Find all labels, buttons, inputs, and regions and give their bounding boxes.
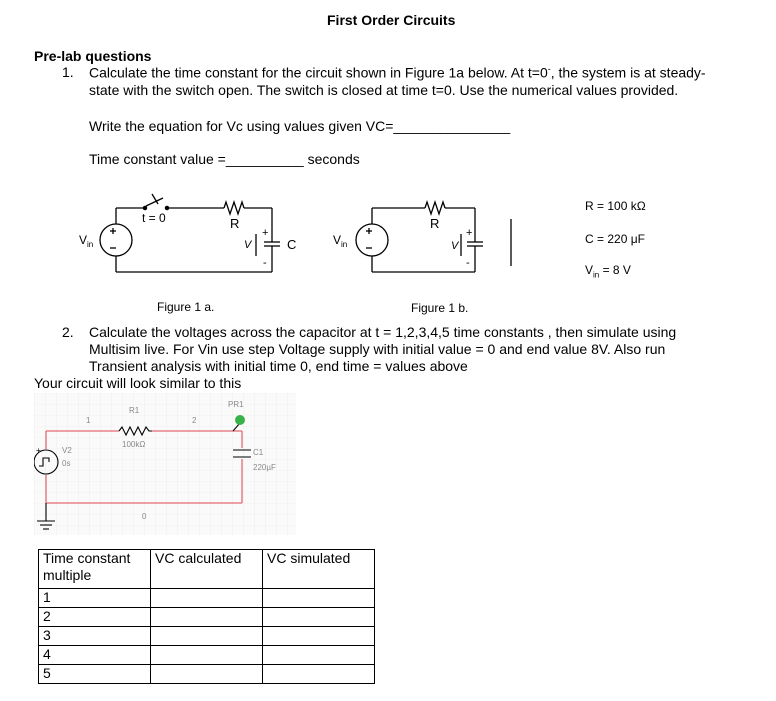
q2-line3: Transient analysis with initial time 0, end time = values above [89, 358, 468, 374]
q1-line1-text: Calculate the time constant for the circuit shown in Figure 1a below. At t=0 [89, 64, 548, 81]
param-r: R = 100 kΩ [585, 199, 646, 213]
r1-name: R1 [129, 406, 140, 415]
q2-line2: Multisim live. For Vin use step Voltage supply with initial value = 0 and end value 8V. Also run [89, 341, 666, 357]
row-multiple: 5 [39, 665, 151, 684]
multisim-circuit [34, 393, 296, 535]
q2-line1: Calculate the voltages across the capacitor at t = 1,2,3,4,5 time constants , then simulate using [89, 324, 677, 340]
node1-label: 1 [86, 416, 91, 425]
figure-1a-caption: Figure 1 a. [157, 300, 215, 314]
equation-prompt [89, 118, 510, 134]
table-row [39, 646, 375, 665]
header-vc-simulated: VC simulated [263, 550, 375, 589]
q1-line1-end: , the system is at steady- [550, 64, 706, 81]
row-multiple: 3 [39, 627, 151, 646]
plus-sign-1a: + [262, 227, 269, 239]
vin-label-1a: $V_{in}$ [79, 233, 94, 249]
vc-simulated-cell[interactable] [263, 627, 375, 646]
row-multiple: 1 [39, 589, 151, 608]
vc-simulated-cell[interactable] [263, 589, 375, 608]
param-vin: $V_{in} = 8$ V [585, 263, 631, 280]
q1-number: 1. [62, 64, 74, 80]
resistor-symbol-1b [425, 202, 445, 214]
q1-line1 [89, 64, 706, 81]
time-constant-unit: seconds [303, 151, 360, 167]
circuit-intro: Your circuit will look similar to this [34, 375, 242, 391]
time-constant-prompt [89, 151, 360, 167]
q2-number: 2. [62, 324, 74, 340]
minus-sign-1a: - [263, 257, 267, 269]
param-c: C = 220 μF [585, 232, 645, 246]
row-multiple: 2 [39, 608, 151, 627]
vc-simulated-cell[interactable] [263, 608, 375, 627]
header-time-constant-multiple: Time constant multiple [39, 550, 151, 589]
v2-value: 0s [62, 459, 71, 468]
q1-line2: state with the switch open. The switch is closed at time t=0. Use the numerical values provided. [89, 82, 679, 98]
v-label-1b: V [451, 240, 459, 252]
c1-value: 220µF [253, 463, 276, 472]
vc-calculated-cell[interactable] [151, 627, 263, 646]
vc-simulated-cell[interactable] [263, 665, 375, 684]
switch-label: t = 0 [142, 211, 166, 225]
table-row [39, 589, 375, 608]
table-row [39, 608, 375, 627]
v-label-1a: V [244, 239, 252, 251]
plus-sign-v2: + [36, 446, 41, 455]
header-vc-calculated: VC calculated [151, 550, 263, 589]
r1-value: 100kΩ [122, 440, 146, 449]
results-table [38, 549, 375, 684]
switch-contact-left [143, 206, 146, 209]
vin-label-1b: $V_{in}$ [333, 233, 348, 249]
table-row [39, 627, 375, 646]
page-title: First Order Circuits [327, 12, 456, 28]
resistor-label-1a: R [230, 216, 240, 231]
resistor-label-1b: R [430, 216, 440, 231]
figure-1b-caption: Figure 1 b. [411, 301, 469, 315]
capacitor-label-1a: C [287, 237, 297, 252]
equation-blank[interactable]: _______________ [393, 118, 511, 134]
voltage-source-symbol-1b [356, 224, 388, 256]
vc-calculated-cell[interactable] [151, 589, 263, 608]
row-multiple: 4 [39, 646, 151, 665]
voltage-source-symbol [100, 224, 132, 256]
vc-calculated-cell[interactable] [151, 646, 263, 665]
node0-label: 0 [142, 512, 147, 521]
time-constant-blank[interactable]: __________ [225, 151, 304, 167]
prelab-heading: Pre-lab questions [34, 48, 152, 64]
table-header-row [39, 550, 375, 589]
vc-simulated-cell[interactable] [263, 646, 375, 665]
node2-label: 2 [192, 416, 197, 425]
equation-prompt-text: Write the equation for Vc using values given VC= [89, 118, 394, 134]
resistor-symbol [224, 202, 244, 214]
probe-icon [235, 415, 245, 425]
v2-name: V2 [62, 446, 72, 455]
c1-name: C1 [253, 448, 264, 457]
q1-superscript: - [547, 64, 551, 74]
vc-calculated-cell[interactable] [151, 608, 263, 627]
figure-1b-circuit [330, 186, 530, 286]
minus-sign-1b: - [466, 257, 470, 269]
plus-sign-1b: + [466, 227, 473, 239]
figure-1a-circuit [74, 186, 304, 286]
table-row [39, 665, 375, 684]
probe-label: PR1 [228, 400, 244, 409]
time-constant-prompt-text: Time constant value = [89, 151, 226, 167]
vc-calculated-cell[interactable] [151, 665, 263, 684]
